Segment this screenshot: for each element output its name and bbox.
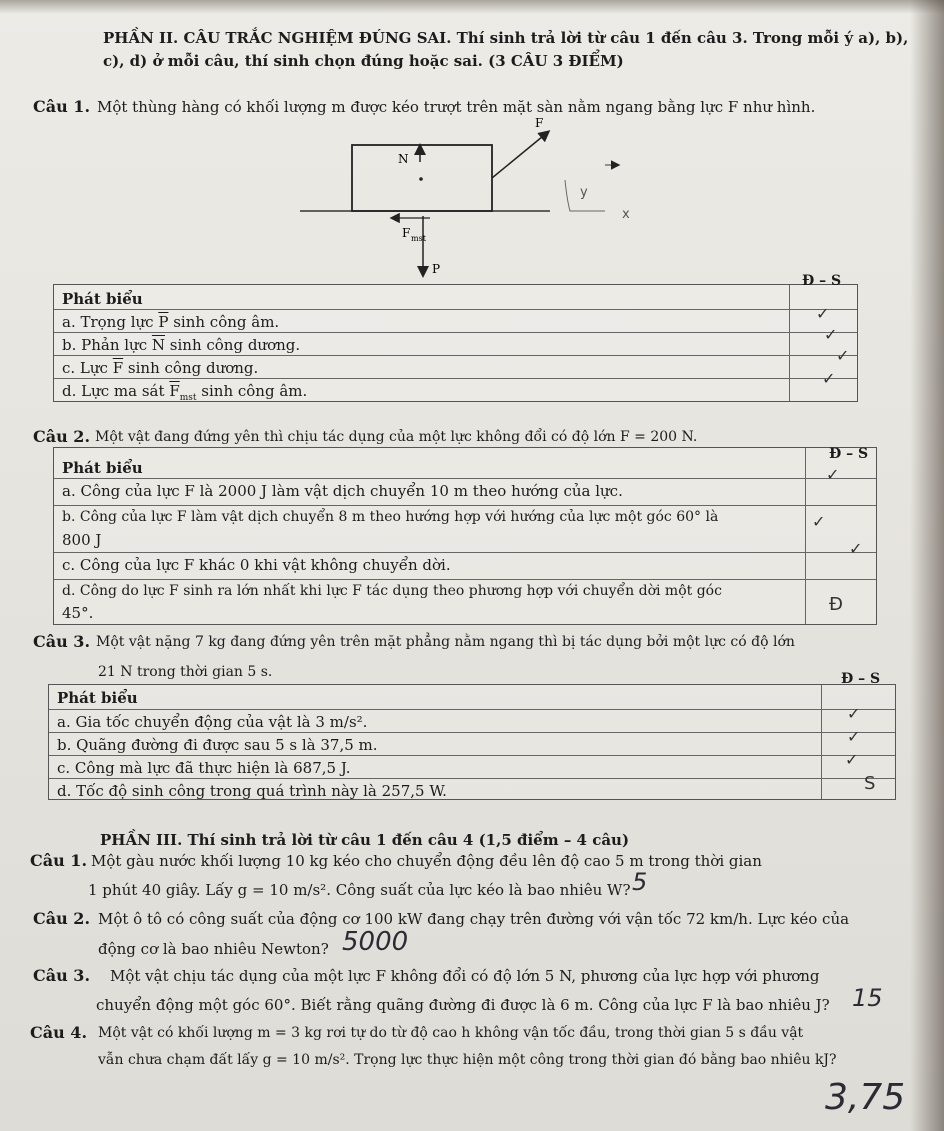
q3-mark-a: ✓ (847, 704, 861, 723)
p3-q1-answer: 5 (632, 868, 648, 896)
q3-mark-d: S (864, 773, 876, 794)
q3-label: Câu 3. (33, 632, 91, 651)
p3-q2-answer: 5000 (342, 927, 409, 957)
q3-row-c: c. Công mà lực đã thực hiện là 687,5 J. ✓ (49, 755, 895, 778)
label-Fmst-sub: mst (411, 234, 426, 243)
p3-q3-label: Câu 3. (33, 966, 91, 985)
q1-row-d: d. Lực ma sát $\overline{F}_{mst}$ sinh công âm. ✓ (54, 378, 857, 401)
q2-mark-c: ✓ (849, 539, 863, 558)
p3-q2-line2: động cơ là bao nhiêu Newton? (98, 940, 329, 958)
q3-table-header: Phát biểu (57, 689, 138, 707)
q1-mark-d: ✓ (822, 369, 836, 388)
photo-shadow-right (910, 0, 944, 1131)
p3-q3-line2: chuyển động một góc 60°. Biết rằng quãng đường đi được là 6 m. Công của lực F là bao nhiêu J? (96, 996, 830, 1014)
q3-table-ds-header: Đ – S (841, 671, 881, 687)
q1-force-diagram (280, 110, 660, 285)
p3-q1-line2: 1 phút 40 giây. Lấy g = 10 m/s². Công suất của lực kéo là bao nhiêu W? (88, 881, 631, 899)
hand-label-x: x (622, 207, 630, 222)
q1-mark-a: ✓ (816, 304, 830, 323)
q3-text-line1: Một vật nặng 7 kg đang đứng yên trên mặt phẳng nằm ngang thì bị tác dụng bởi một lực có độ lớn (96, 634, 795, 650)
q1-row-c: c. Lực $\overline{F}$ sinh công dương. ✓ (54, 355, 857, 378)
label-P: P (432, 262, 441, 276)
q2-label: Câu 2. (33, 427, 91, 446)
photo-shadow-top (0, 0, 944, 14)
p3-q1-line1: Một gàu nước khối lượng 10 kg kéo cho chuyển động đều lên độ cao 5 m trong thời gian (91, 852, 762, 870)
part3-heading: PHẦN III. Thí sinh trả lời từ câu 1 đến câu 4 (1,5 điểm – 4 câu) (100, 831, 630, 849)
q1-row-b: b. Phản lực $\overline{N}$ sinh công dương. ✓ (54, 332, 857, 355)
q1-table-ds-header: Đ – S (802, 273, 842, 289)
p3-q2-line1: Một ô tô có công suất của động cơ 100 kW đang chạy trên đường với vận tốc 72 km/h. Lực kéo của (98, 910, 850, 928)
q2-mark-b: ✓ (812, 512, 826, 531)
p3-q1-label: Câu 1. (30, 851, 88, 870)
p3-q3-line1: Một vật chịu tác dụng của một lực F không đổi có độ lớn 5 N, phương của lực hợp với phương (110, 967, 820, 985)
q3-row-b: b. Quãng đường đi được sau 5 s là 37,5 m. ✓ (49, 732, 895, 755)
q3-row-d: d. Tốc độ sinh công trong quá trình này là 257,5 W. S (49, 778, 895, 799)
q2-mark-d: Đ (829, 594, 843, 615)
q3-mark-b: ✓ (847, 727, 861, 746)
q1-mark-c: ✓ (836, 346, 850, 365)
p3-q4-line1: Một vật có khối lượng m = 3 kg rơi tự do từ độ cao h không vận tốc đầu, trong thời gian 5 s đầu vật (98, 1025, 804, 1041)
q2-table-header: Phát biểu (62, 459, 143, 477)
label-N: N (398, 152, 409, 166)
q2-row-b: b. Công của lực F làm vật dịch chuyển 8 m theo hướng hợp với hướng của lực một góc 60° là 800 J ✓ (54, 505, 876, 552)
q3-row-a: a. Gia tốc chuyển động của vật là 3 m/s². ✓ (49, 709, 895, 732)
q3-text-line2: 21 N trong thời gian 5 s. (98, 664, 273, 680)
p3-q4-line2: vẫn chưa chạm đất lấy g = 10 m/s². Trọng lực thực hiện một công trong thời gian đó bằng bao nhiêu kJ? (98, 1052, 837, 1068)
p3-q4-answer: 3,75 (825, 1077, 906, 1118)
q1-row-a: a. Trọng lực $\overline{P}$ sinh công âm. ✓ (54, 309, 857, 332)
part2-heading-line2: c), d) ở mỗi câu, thí sinh chọn đúng hoặc sai. (3 CÂU 3 ĐIỂM) (103, 52, 624, 70)
q1-text: Một thùng hàng có khối lượng m được kéo trượt trên mặt sàn nằm ngang bằng lực F như hình. (97, 98, 816, 116)
q1-mark-b: ✓ (824, 325, 838, 344)
p3-q3-answer: 15 (852, 984, 883, 1012)
q3-mark-c: ✓ (845, 750, 859, 769)
q2-row-a: a. Công của lực F là 2000 J làm vật dịch chuyển 10 m theo hướng của lực. ✓ (54, 478, 876, 505)
q2-table (53, 447, 877, 625)
label-F: F (535, 116, 544, 130)
label-Fmst: F (402, 226, 411, 240)
p3-q2-label: Câu 2. (33, 909, 91, 928)
pull-force-arrow (492, 132, 548, 178)
hand-label-y: y (580, 185, 588, 200)
q2-mark-a: ✓ (826, 465, 840, 484)
p3-q4-label: Câu 4. (30, 1023, 88, 1042)
part2-heading-line1: PHẦN II. CÂU TRẮC NGHIỆM ĐÚNG SAI. Thí sinh trả lời từ câu 1 đến câu 3. Trong mỗi ý a), b), (103, 29, 909, 47)
q1-table-header: Phát biểu (62, 290, 143, 308)
q2-table-ds-header: Đ – S (829, 446, 869, 462)
q1-table (53, 273, 858, 403)
q2-text: Một vật đang đứng yên thì chịu tác dụng của một lực không đổi có độ lớn F = 200 N. (95, 429, 698, 445)
q2-row-c: c. Công của lực F khác 0 khi vật không chuyển dời. ✓ (54, 552, 876, 579)
q2-row-d: d. Công do lực F sinh ra lớn nhất khi lực F tác dụng theo phương hợp với chuyển dời một góc 45°. Đ (54, 579, 876, 624)
q1-label: Câu 1. (33, 97, 91, 116)
